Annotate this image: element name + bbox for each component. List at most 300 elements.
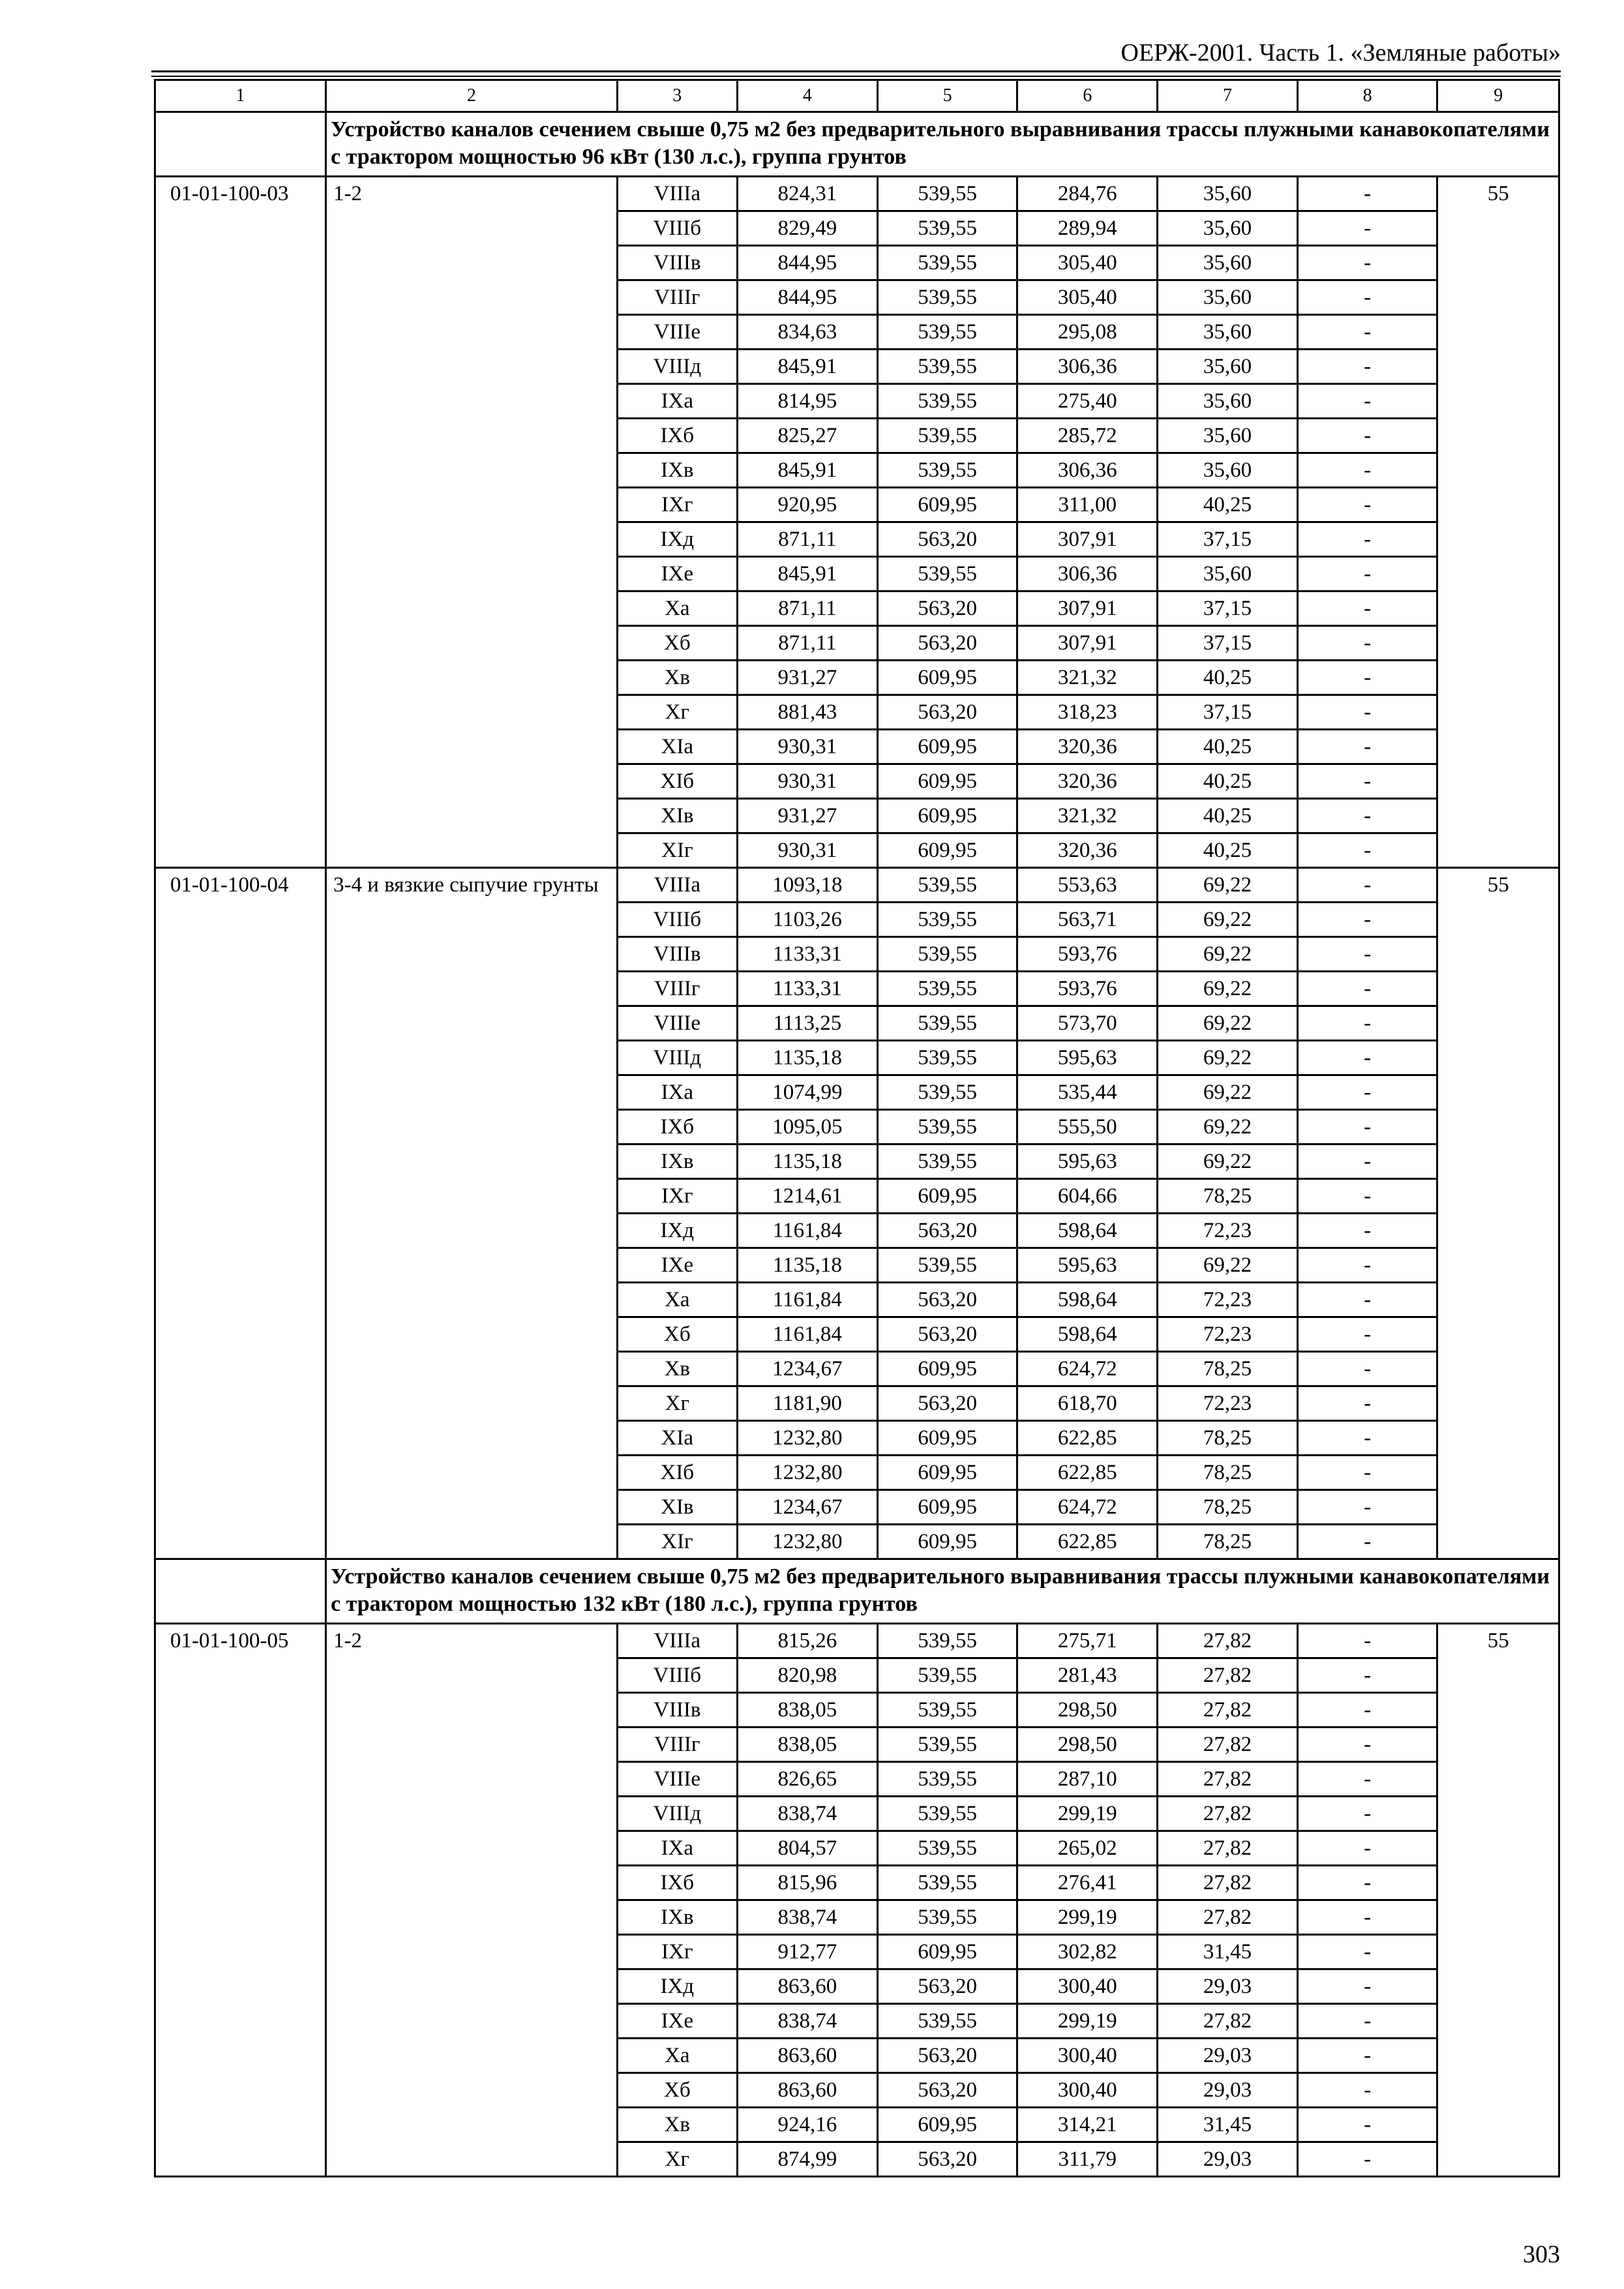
total-cost: 863,60 — [738, 2073, 878, 2108]
labor-cost: 539,55 — [877, 1075, 1017, 1110]
total-cost: 1181,90 — [738, 1386, 878, 1421]
soil-category: VIIIв — [617, 1693, 737, 1728]
machine-cost: 307,91 — [1017, 522, 1158, 557]
soil-category: IXа — [617, 384, 737, 419]
total-cost: 930,31 — [738, 833, 878, 868]
total-cost: 863,60 — [738, 1969, 878, 2004]
materials-cost: - — [1297, 764, 1437, 799]
labor-cost: 539,55 — [877, 1797, 1017, 1831]
machinist-wage: 27,82 — [1158, 1866, 1298, 1900]
column-number: 3 — [617, 80, 737, 112]
machine-cost: 622,85 — [1017, 1525, 1158, 1559]
machine-cost: 281,43 — [1017, 1658, 1158, 1693]
labor-cost: 609,95 — [877, 1456, 1017, 1490]
machinist-wage: 35,60 — [1158, 384, 1298, 419]
soil-category: IXд — [617, 1969, 737, 2004]
soil-category: Xа — [617, 591, 737, 626]
soil-category: VIIIв — [617, 246, 737, 280]
machine-cost: 305,40 — [1017, 280, 1158, 315]
machine-cost: 284,76 — [1017, 177, 1158, 211]
labor-cost: 563,20 — [877, 2142, 1017, 2177]
labor-cost: 539,55 — [877, 280, 1017, 315]
soil-category: Xв — [617, 1352, 737, 1386]
machinist-wage: 37,15 — [1158, 626, 1298, 661]
total-cost: 1232,80 — [738, 1456, 878, 1490]
soil-category: Xа — [617, 1283, 737, 1317]
machine-cost: 555,50 — [1017, 1110, 1158, 1144]
labor-cost: 539,55 — [877, 972, 1017, 1006]
materials-cost: - — [1297, 1352, 1437, 1386]
labor-cost: 539,55 — [877, 1144, 1017, 1179]
materials-cost: - — [1297, 1831, 1437, 1866]
total-cost: 826,65 — [738, 1762, 878, 1797]
column-number: 6 — [1017, 80, 1158, 112]
header-rule-thick — [151, 70, 1561, 72]
total-cost: 871,11 — [738, 591, 878, 626]
column-number: 5 — [877, 80, 1017, 112]
materials-cost: - — [1297, 1317, 1437, 1352]
materials-cost: - — [1297, 972, 1437, 1006]
soil-category: IXе — [617, 557, 737, 591]
soil-category: VIIIд — [617, 1797, 737, 1831]
machine-cost: 598,64 — [1017, 1214, 1158, 1248]
machine-cost: 311,00 — [1017, 488, 1158, 522]
soil-category: IXв — [617, 453, 737, 488]
materials-cost: - — [1297, 1866, 1437, 1900]
total-cost: 930,31 — [738, 730, 878, 764]
machinist-wage: 27,82 — [1158, 1658, 1298, 1693]
machine-cost: 598,64 — [1017, 1317, 1158, 1352]
labor-cost: 563,20 — [877, 2073, 1017, 2108]
machinist-wage: 40,25 — [1158, 488, 1298, 522]
labor-cost: 563,20 — [877, 1214, 1017, 1248]
materials-cost: - — [1297, 1525, 1437, 1559]
materials-cost: - — [1297, 1248, 1437, 1283]
labor-cost: 563,20 — [877, 626, 1017, 661]
materials-cost: - — [1297, 591, 1437, 626]
machinist-wage: 78,25 — [1158, 1490, 1298, 1525]
norm-code: 01-01-100-04 — [155, 868, 326, 1559]
machinist-wage: 40,25 — [1158, 764, 1298, 799]
total-cost: 1234,67 — [738, 1352, 878, 1386]
machinist-wage: 35,60 — [1158, 246, 1298, 280]
materials-cost: - — [1297, 1386, 1437, 1421]
total-cost: 838,74 — [738, 2004, 878, 2039]
soil-category: XIг — [617, 1525, 737, 1559]
materials-cost: - — [1297, 626, 1437, 661]
soil-category: XIа — [617, 730, 737, 764]
labor-cost: 539,55 — [877, 350, 1017, 384]
total-cost: 1113,25 — [738, 1006, 878, 1041]
machinist-wage: 35,60 — [1158, 350, 1298, 384]
materials-cost: - — [1297, 315, 1437, 350]
soil-category: IXд — [617, 522, 737, 557]
materials-cost: - — [1297, 1179, 1437, 1214]
norm-code: 01-01-100-05 — [155, 1624, 326, 2177]
total-cost: 1234,67 — [738, 1490, 878, 1525]
machinist-wage: 27,82 — [1158, 1797, 1298, 1831]
machinist-wage: 29,03 — [1158, 2039, 1298, 2073]
machinist-wage: 69,22 — [1158, 903, 1298, 937]
column-number: 8 — [1297, 80, 1437, 112]
section-title: Устройство каналов сечением свыше 0,75 м2 без предварительного выравнивания трассы плужными канавокопателями с трактором мощностью 96 кВт (130 л.с.), группа грунтов — [326, 112, 1559, 177]
total-cost: 871,11 — [738, 522, 878, 557]
labor-cost: 539,55 — [877, 315, 1017, 350]
machine-cost: 306,36 — [1017, 350, 1158, 384]
materials-cost: - — [1297, 1658, 1437, 1693]
materials-cost: - — [1297, 903, 1437, 937]
soil-category: XIв — [617, 1490, 737, 1525]
materials-cost: - — [1297, 1693, 1437, 1728]
materials-cost: - — [1297, 2142, 1437, 2177]
labor-cost: 539,55 — [877, 1900, 1017, 1935]
materials-cost: - — [1297, 2108, 1437, 2142]
soil-category: Xг — [617, 2142, 737, 2177]
machine-cost: 311,79 — [1017, 2142, 1158, 2177]
machinist-wage: 40,25 — [1158, 799, 1298, 833]
materials-cost: - — [1297, 1900, 1437, 1935]
materials-cost: - — [1297, 557, 1437, 591]
total-cost: 845,91 — [738, 350, 878, 384]
machine-cost: 321,32 — [1017, 799, 1158, 833]
machine-cost: 265,02 — [1017, 1831, 1158, 1866]
materials-cost: - — [1297, 799, 1437, 833]
machine-cost: 299,19 — [1017, 1797, 1158, 1831]
machinist-wage: 35,60 — [1158, 453, 1298, 488]
column-number: 1 — [155, 80, 326, 112]
column-number: 4 — [738, 80, 878, 112]
soil-category: IXе — [617, 1248, 737, 1283]
total-cost: 1103,26 — [738, 903, 878, 937]
norm-code: 01-01-100-03 — [155, 177, 326, 868]
machinist-wage: 78,25 — [1158, 1179, 1298, 1214]
section-title-row — [155, 112, 1559, 177]
soil-category: IXб — [617, 419, 737, 453]
labor-cost: 539,55 — [877, 1658, 1017, 1693]
machine-cost: 287,10 — [1017, 1762, 1158, 1797]
machinist-wage: 35,60 — [1158, 419, 1298, 453]
materials-cost: - — [1297, 488, 1437, 522]
total-cost: 1133,31 — [738, 972, 878, 1006]
materials-cost: - — [1297, 937, 1437, 972]
machinist-wage: 29,03 — [1158, 2073, 1298, 2108]
machinist-wage: 29,03 — [1158, 1969, 1298, 2004]
total-cost: 912,77 — [738, 1935, 878, 1969]
labor-cost: 539,55 — [877, 419, 1017, 453]
labor-cost: 539,55 — [877, 1693, 1017, 1728]
column-9-value: 55 — [1437, 177, 1559, 868]
machinist-wage: 72,23 — [1158, 1386, 1298, 1421]
machinist-wage: 40,25 — [1158, 661, 1298, 695]
machine-cost: 622,85 — [1017, 1421, 1158, 1456]
soil-category: VIIIе — [617, 1762, 737, 1797]
total-cost: 838,05 — [738, 1693, 878, 1728]
soil-category: IXг — [617, 1935, 737, 1969]
soil-category: IXв — [617, 1900, 737, 1935]
machinist-wage: 69,22 — [1158, 1248, 1298, 1283]
machinist-wage: 27,82 — [1158, 2004, 1298, 2039]
machinist-wage: 69,22 — [1158, 1075, 1298, 1110]
labor-cost: 539,55 — [877, 177, 1017, 211]
machinist-wage: 69,22 — [1158, 1144, 1298, 1179]
machine-cost: 598,64 — [1017, 1283, 1158, 1317]
labor-cost: 539,55 — [877, 211, 1017, 246]
machinist-wage: 69,22 — [1158, 972, 1298, 1006]
machinist-wage: 69,22 — [1158, 937, 1298, 972]
materials-cost: - — [1297, 1456, 1437, 1490]
total-cost: 838,74 — [738, 1900, 878, 1935]
machine-cost: 299,19 — [1017, 2004, 1158, 2039]
machinist-wage: 35,60 — [1158, 315, 1298, 350]
total-cost: 1161,84 — [738, 1317, 878, 1352]
soil-category: XIг — [617, 833, 737, 868]
machinist-wage: 27,82 — [1158, 1728, 1298, 1762]
machine-cost: 595,63 — [1017, 1248, 1158, 1283]
labor-cost: 609,95 — [877, 1525, 1017, 1559]
machine-cost: 535,44 — [1017, 1075, 1158, 1110]
total-cost: 931,27 — [738, 661, 878, 695]
machine-cost: 307,91 — [1017, 626, 1158, 661]
section-title-blank-cell — [155, 1559, 326, 1624]
total-cost: 834,63 — [738, 315, 878, 350]
table-row — [155, 868, 1559, 903]
materials-cost: - — [1297, 246, 1437, 280]
materials-cost: - — [1297, 1041, 1437, 1075]
soil-category: IXб — [617, 1866, 737, 1900]
total-cost: 844,95 — [738, 246, 878, 280]
soil-category: VIIIе — [617, 315, 737, 350]
machinist-wage: 27,82 — [1158, 1624, 1298, 1658]
section-title-row — [155, 1559, 1559, 1624]
machine-cost: 553,63 — [1017, 868, 1158, 903]
section-title: Устройство каналов сечением свыше 0,75 м2 без предварительного выравнивания трассы плужными канавокопателями с трактором мощностью 132 кВт (180 л.с.), группа грунтов — [326, 1559, 1559, 1624]
total-cost: 825,27 — [738, 419, 878, 453]
machinist-wage: 27,82 — [1158, 1900, 1298, 1935]
materials-cost: - — [1297, 1006, 1437, 1041]
soil-category: VIIIб — [617, 211, 737, 246]
norms-table — [154, 79, 1560, 2177]
labor-cost: 539,55 — [877, 1248, 1017, 1283]
machinist-wage: 37,15 — [1158, 591, 1298, 626]
materials-cost: - — [1297, 453, 1437, 488]
machine-cost: 300,40 — [1017, 2073, 1158, 2108]
labor-cost: 539,55 — [877, 1110, 1017, 1144]
materials-cost: - — [1297, 833, 1437, 868]
machinist-wage: 72,23 — [1158, 1214, 1298, 1248]
total-cost: 871,11 — [738, 626, 878, 661]
page-header-title: ОЕРЖ-2001. Часть 1. «Земляные работы» — [1120, 39, 1561, 67]
soil-group: 3-4 и вязкие сыпучие грунты — [326, 868, 618, 1559]
materials-cost: - — [1297, 695, 1437, 730]
labor-cost: 539,55 — [877, 2004, 1017, 2039]
labor-cost: 539,55 — [877, 868, 1017, 903]
total-cost: 1161,84 — [738, 1283, 878, 1317]
column-number-row — [155, 80, 1559, 112]
labor-cost: 609,95 — [877, 833, 1017, 868]
soil-category: IXе — [617, 2004, 737, 2039]
materials-cost: - — [1297, 1762, 1437, 1797]
materials-cost: - — [1297, 1110, 1437, 1144]
total-cost: 845,91 — [738, 453, 878, 488]
materials-cost: - — [1297, 730, 1437, 764]
soil-category: VIIIг — [617, 1728, 737, 1762]
machine-cost: 593,76 — [1017, 972, 1158, 1006]
total-cost: 863,60 — [738, 2039, 878, 2073]
machine-cost: 593,76 — [1017, 937, 1158, 972]
soil-category: IXг — [617, 1179, 737, 1214]
soil-category: VIIIг — [617, 280, 737, 315]
labor-cost: 563,20 — [877, 2039, 1017, 2073]
labor-cost: 539,55 — [877, 903, 1017, 937]
total-cost: 1074,99 — [738, 1075, 878, 1110]
total-cost: 881,43 — [738, 695, 878, 730]
labor-cost: 563,20 — [877, 591, 1017, 626]
machine-cost: 285,72 — [1017, 419, 1158, 453]
total-cost: 1133,31 — [738, 937, 878, 972]
total-cost: 1135,18 — [738, 1144, 878, 1179]
materials-cost: - — [1297, 1421, 1437, 1456]
machinist-wage: 35,60 — [1158, 557, 1298, 591]
machinist-wage: 78,25 — [1158, 1421, 1298, 1456]
materials-cost: - — [1297, 1935, 1437, 1969]
labor-cost: 539,55 — [877, 1041, 1017, 1075]
labor-cost: 563,20 — [877, 1969, 1017, 2004]
total-cost: 931,27 — [738, 799, 878, 833]
materials-cost: - — [1297, 1075, 1437, 1110]
materials-cost: - — [1297, 868, 1437, 903]
labor-cost: 609,95 — [877, 2108, 1017, 2142]
soil-category: IXв — [617, 1144, 737, 1179]
column-number: 2 — [326, 80, 618, 112]
machinist-wage: 37,15 — [1158, 522, 1298, 557]
total-cost: 1232,80 — [738, 1525, 878, 1559]
total-cost: 804,57 — [738, 1831, 878, 1866]
column-number: 7 — [1158, 80, 1298, 112]
labor-cost: 609,95 — [877, 488, 1017, 522]
machine-cost: 321,32 — [1017, 661, 1158, 695]
machine-cost: 289,94 — [1017, 211, 1158, 246]
total-cost: 1161,84 — [738, 1214, 878, 1248]
total-cost: 838,05 — [738, 1728, 878, 1762]
materials-cost: - — [1297, 2039, 1437, 2073]
machinist-wage: 31,45 — [1158, 2108, 1298, 2142]
soil-category: XIа — [617, 1421, 737, 1456]
soil-category: IXг — [617, 488, 737, 522]
machine-cost: 306,36 — [1017, 557, 1158, 591]
total-cost: 829,49 — [738, 211, 878, 246]
machinist-wage: 35,60 — [1158, 177, 1298, 211]
materials-cost: - — [1297, 1144, 1437, 1179]
labor-cost: 609,95 — [877, 764, 1017, 799]
labor-cost: 539,55 — [877, 1624, 1017, 1658]
soil-category: Xб — [617, 626, 737, 661]
machinist-wage: 69,22 — [1158, 1110, 1298, 1144]
labor-cost: 563,20 — [877, 695, 1017, 730]
labor-cost: 609,95 — [877, 1179, 1017, 1214]
machinist-wage: 37,15 — [1158, 695, 1298, 730]
labor-cost: 609,95 — [877, 1490, 1017, 1525]
soil-category: IXа — [617, 1075, 737, 1110]
total-cost: 820,98 — [738, 1658, 878, 1693]
soil-category: VIIIв — [617, 937, 737, 972]
total-cost: 1135,18 — [738, 1248, 878, 1283]
machinist-wage: 69,22 — [1158, 868, 1298, 903]
labor-cost: 609,95 — [877, 661, 1017, 695]
machine-cost: 298,50 — [1017, 1728, 1158, 1762]
machine-cost: 320,36 — [1017, 730, 1158, 764]
materials-cost: - — [1297, 522, 1437, 557]
machine-cost: 320,36 — [1017, 764, 1158, 799]
labor-cost: 609,95 — [877, 1352, 1017, 1386]
soil-category: VIIIг — [617, 972, 737, 1006]
labor-cost: 539,55 — [877, 937, 1017, 972]
total-cost: 1093,18 — [738, 868, 878, 903]
materials-cost: - — [1297, 177, 1437, 211]
header-rule-thin — [151, 76, 1561, 77]
total-cost: 838,74 — [738, 1797, 878, 1831]
total-cost: 920,95 — [738, 488, 878, 522]
materials-cost: - — [1297, 1969, 1437, 2004]
column-9-value: 55 — [1437, 1624, 1559, 2177]
machine-cost: 300,40 — [1017, 2039, 1158, 2073]
machine-cost: 563,71 — [1017, 903, 1158, 937]
materials-cost: - — [1297, 384, 1437, 419]
machinist-wage: 78,25 — [1158, 1352, 1298, 1386]
machine-cost: 295,08 — [1017, 315, 1158, 350]
soil-category: Xг — [617, 1386, 737, 1421]
materials-cost: - — [1297, 211, 1437, 246]
labor-cost: 539,55 — [877, 1728, 1017, 1762]
machinist-wage: 29,03 — [1158, 2142, 1298, 2177]
page-number: 303 — [1523, 2241, 1560, 2268]
total-cost: 1214,61 — [738, 1179, 878, 1214]
total-cost: 824,31 — [738, 177, 878, 211]
column-9-value: 55 — [1437, 868, 1559, 1559]
labor-cost: 539,55 — [877, 453, 1017, 488]
machinist-wage: 40,25 — [1158, 833, 1298, 868]
machinist-wage: 78,25 — [1158, 1456, 1298, 1490]
machinist-wage: 40,25 — [1158, 730, 1298, 764]
machine-cost: 618,70 — [1017, 1386, 1158, 1421]
machine-cost: 320,36 — [1017, 833, 1158, 868]
soil-category: Xа — [617, 2039, 737, 2073]
total-cost: 874,99 — [738, 2142, 878, 2177]
soil-category: Xв — [617, 661, 737, 695]
machinist-wage: 27,82 — [1158, 1762, 1298, 1797]
machine-cost: 300,40 — [1017, 1969, 1158, 2004]
labor-cost: 563,20 — [877, 1283, 1017, 1317]
column-number: 9 — [1437, 80, 1559, 112]
machinist-wage: 35,60 — [1158, 280, 1298, 315]
materials-cost: - — [1297, 2073, 1437, 2108]
total-cost: 844,95 — [738, 280, 878, 315]
labor-cost: 609,95 — [877, 799, 1017, 833]
labor-cost: 539,55 — [877, 1866, 1017, 1900]
machine-cost: 275,40 — [1017, 384, 1158, 419]
machinist-wage: 35,60 — [1158, 211, 1298, 246]
materials-cost: - — [1297, 1283, 1437, 1317]
machine-cost: 622,85 — [1017, 1456, 1158, 1490]
total-cost: 815,96 — [738, 1866, 878, 1900]
soil-category: IXб — [617, 1110, 737, 1144]
labor-cost: 609,95 — [877, 1421, 1017, 1456]
labor-cost: 539,55 — [877, 1762, 1017, 1797]
labor-cost: 609,95 — [877, 730, 1017, 764]
soil-category: XIб — [617, 1456, 737, 1490]
materials-cost: - — [1297, 1797, 1437, 1831]
materials-cost: - — [1297, 1214, 1437, 1248]
total-cost: 1095,05 — [738, 1110, 878, 1144]
